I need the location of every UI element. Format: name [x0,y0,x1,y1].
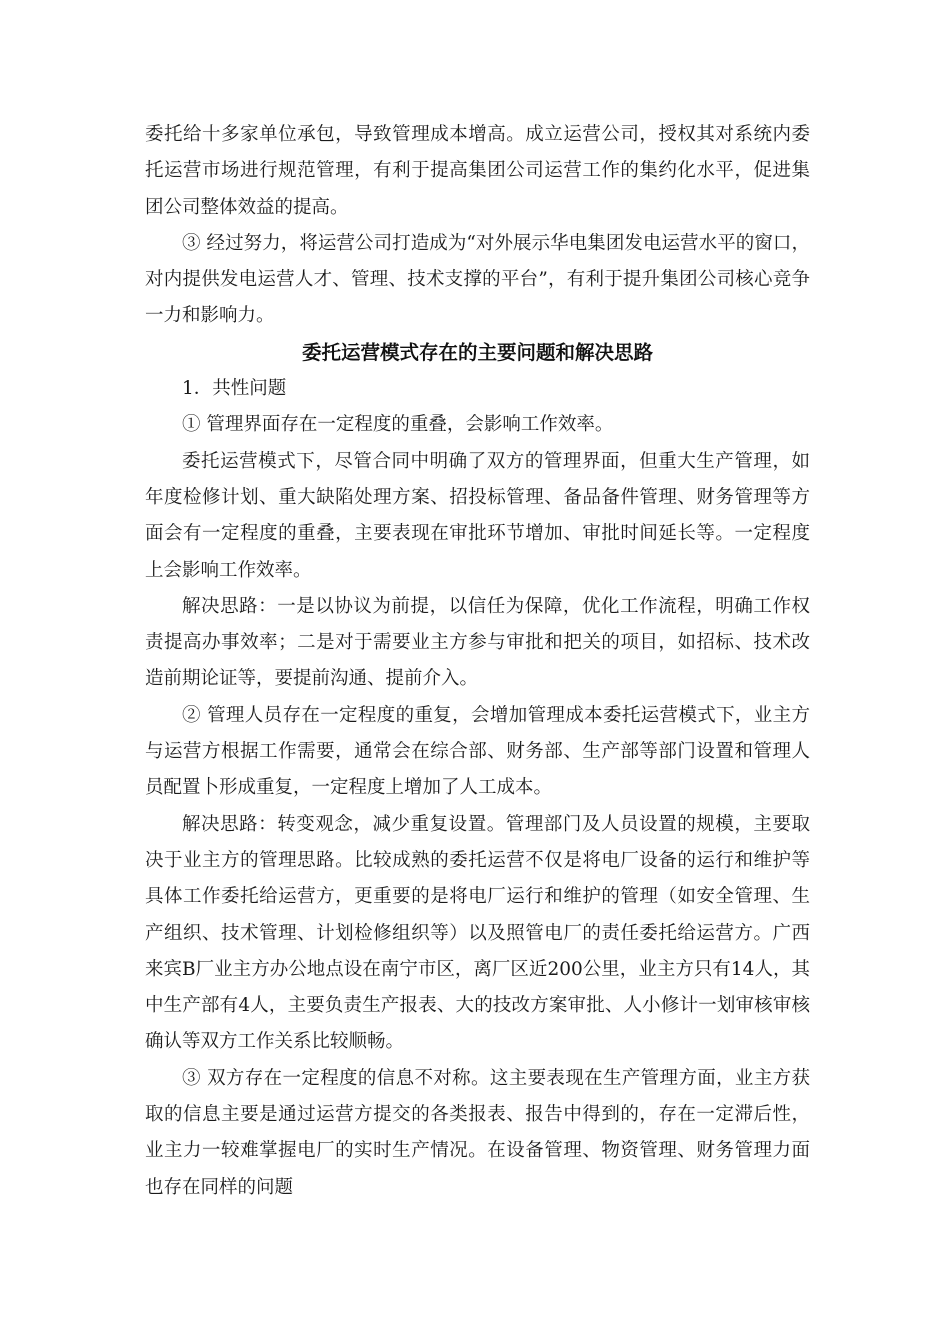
document-body [145,117,810,1206]
issue-1-solution: 解决思路：一是以协议为前提，以信任为保障，优化工作流程，明确工作权责提高办事效率；二是对于需要业主方参与审批和把关的项目，如招标、技术改造前期论证等，要提前沟通、提前介入。 [145,595,810,690]
issue-2-solution: 解决思路：转变观念，减少重复设置。管理部门及人员设置的规模，主要取决于业主方的管理思路。比较成熟的委托运营不仅是将电厂设备的运行和维护等具体工作委托给运营方，更重要的是将电厂运行和维护的管理（如安全管理、生产组织、技术管理、计划检修组织等）以及照管电厂的责任委托给运营方。广西来宾B厂业主方办公地点设在南宁市区，离厂区近200公里，业主方只有14人，其中生产部有4人，主要负责生产报表、大的技改方案审批、人小修计一划审核审核确认等双方工作关系比较顺畅。 [145,813,810,1053]
issue-3: ③ 双方存在一定程度的信息不对称。这主要表现在生产管理方面，业主方获取的信息主要是通过运营方提交的各类报表、报告中得到的，存在一定滞后性，业主力一较难掌握电厂的实时生产情况。在设备管理、物资管理、财务管理力面也存在同样的问题 [145,1067,810,1198]
issue-1-detail: 委托运营模式下，尽管合同中明确了双方的管理界面，但重大生产管理，如年度检修计划、重大缺陷处理方案、招投标管理、备品备件管理、财务管理等方面会有一定程度的重叠，主要表现在审批环节增加、审批时间延长等。一定程度上会影响工作效率。 [145,450,810,581]
paragraph-point-3: ③ 经过努力，将运营公司打造成为“对外展示华电集团发电运营水平的窗口，对内提供发电运营人才、管理、技术支撑的平台”，有利于提升集团公司核心竞争一力和影响力。 [145,232,810,327]
issue-1: ① 管理界面存在一定程度的重叠，会影响工作效率。 [182,414,614,436]
subsection-title: 1．共性问题 [182,378,287,400]
section-title: 委托运营模式存在的主要问题和解决思路 [301,340,653,364]
paragraph-continuation: 委托给十多家单位承包，导致管理成本增高。成立运营公司，授权其对系统内委托运营市场进行规范管理，有利于提高集团公司运营工作的集约化水平，促进集团公司整体效益的提高。 [145,124,810,218]
issue-2: ② 管理人员存在一定程度的重复，会增加管理成本委托运营模式下，业主方与运营方根据工作需要，通常会在综合部、财务部、生产部等部门设置和管理人员配置卜形成重复，一定程度上增加了人工成本。 [145,704,810,799]
